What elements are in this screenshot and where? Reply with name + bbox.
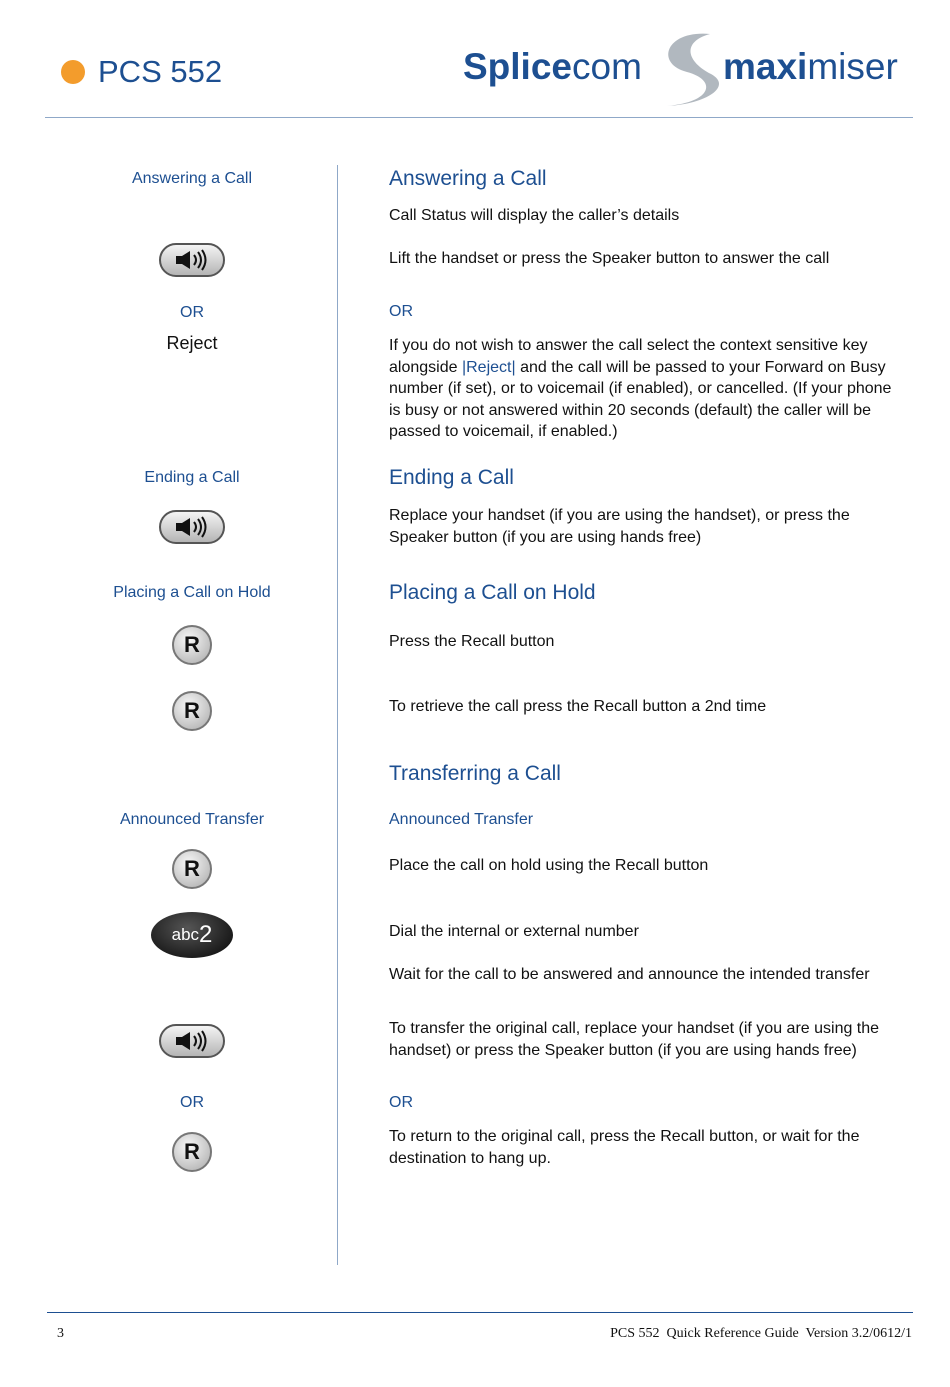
header-divider — [45, 117, 913, 118]
sidebar-or-1: OR — [180, 304, 204, 321]
reject-key-label: |Reject| — [461, 358, 516, 376]
transfer-text-1: Place the call on hold using the Recall button — [389, 857, 709, 874]
page-number: 3 — [57, 1326, 64, 1341]
keypad-2-button — [151, 912, 233, 958]
recall-r-icon: R — [172, 691, 212, 731]
transfer-text-3: Wait for the call to be answered and announce the intended transfer — [389, 966, 870, 983]
keypad-letters: abc — [171, 925, 200, 944]
sidebar-label-ending: Ending a Call — [144, 469, 240, 486]
sidebar-or-2: OR — [180, 1094, 204, 1111]
speaker-icon — [174, 249, 210, 271]
sidebar-label-answering: Answering a Call — [131, 170, 253, 187]
speaker-button — [159, 1024, 225, 1058]
speaker-button — [159, 243, 225, 277]
reject-paragraph — [389, 335, 904, 443]
heading-answering: Answering a Call — [389, 167, 547, 190]
header-bullet — [61, 60, 85, 84]
speaker-icon — [174, 516, 210, 538]
reject-softkey-label: Reject — [166, 333, 218, 353]
answering-text-2: Lift the handset or press the Speaker button to answer the call — [389, 250, 830, 267]
recall-r-icon: R — [172, 1132, 212, 1172]
sidebar-label-hold: Placing a Call on Hold — [113, 584, 271, 601]
heading-ending: Ending a Call — [389, 466, 514, 489]
recall-button — [172, 849, 212, 889]
heading-transfer: Transferring a Call — [389, 762, 561, 785]
transfer-text-5: To return to the original call, press the Recall button, or wait for the destination to hang up. — [389, 1128, 860, 1167]
footer-guide-info: PCS 552 Quick Reference Guide Version 3.2/0612/1 — [610, 1326, 912, 1341]
brand-text-com: com — [572, 46, 642, 87]
brand-text-maxi: maxi — [723, 46, 808, 87]
subheading-announced: Announced Transfer — [389, 811, 534, 828]
recall-button — [172, 625, 212, 665]
brand-logo — [455, 20, 915, 108]
recall-r-icon: R — [172, 625, 212, 665]
answering-text-1: Call Status will display the caller’s details — [389, 207, 680, 224]
transfer-text-4: To transfer the original call, replace your handset (if you are using the handset) or press the Speaker button (if you are using hands free) — [389, 1020, 880, 1059]
hold-text-2: To retrieve the call press the Recall button a 2nd time — [389, 698, 767, 715]
speaker-button — [159, 510, 225, 544]
speaker-icon — [174, 1030, 210, 1052]
reject-text-after: and the call will be passed to your Forward on Busy number (if set), or to voicemail (if enabled), or cancelled. (If your phone is busy or not answered within 20 seconds (default) the caller will be passed to voicemail, if enabled.) — [389, 358, 892, 440]
main-or-1: OR — [389, 303, 413, 320]
keypad-digit: 2 — [199, 921, 213, 948]
column-divider — [337, 165, 338, 1265]
brand-text-miser: miser — [807, 46, 898, 87]
heading-hold: Placing a Call on Hold — [389, 581, 596, 604]
recall-button — [172, 691, 212, 731]
hold-text-1: Press the Recall button — [389, 633, 555, 650]
brand-text-splice: Splice — [463, 46, 572, 87]
sidebar-label-announced: Announced Transfer — [119, 811, 265, 828]
footer-divider — [47, 1312, 913, 1313]
main-or-2: OR — [389, 1094, 413, 1111]
ending-text: Replace your handset (if you are using the handset), or press the Speaker button (if you are using hands free) — [389, 507, 850, 546]
page-title: PCS 552 — [98, 54, 223, 89]
reject-text-before: If you do not wish to answer the call select the context sensitive key alongside — [389, 337, 868, 376]
transfer-text-2: Dial the internal or external number — [389, 923, 639, 940]
recall-button — [172, 1132, 212, 1172]
recall-r-icon: R — [172, 849, 212, 889]
